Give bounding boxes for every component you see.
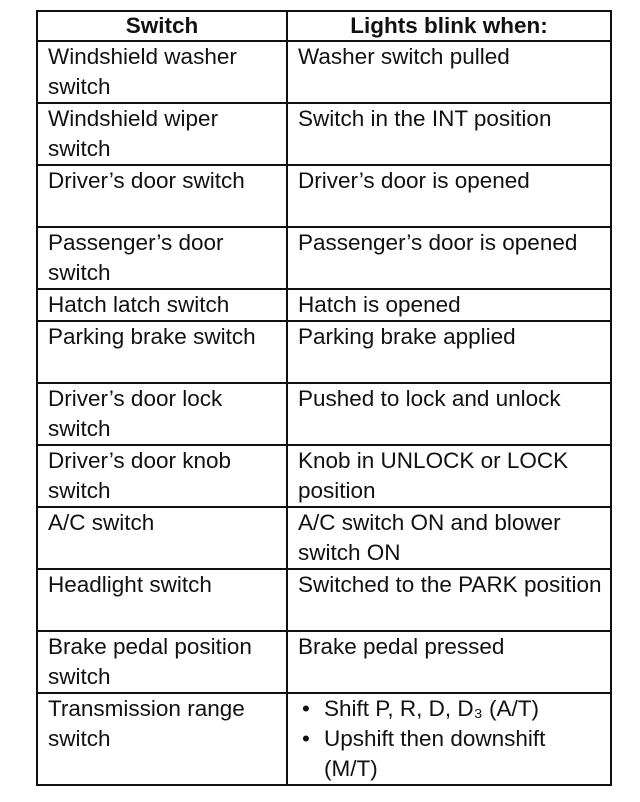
- switch-cell: Driver’s door knob switch: [37, 445, 287, 507]
- table-row: [37, 165, 611, 227]
- blink-cell: Washer switch pulled: [287, 41, 611, 103]
- header-lights-blink: Lights blink when:: [287, 11, 611, 41]
- blink-cell: Knob in UNLOCK or LOCK position: [287, 445, 611, 507]
- blink-cell: Brake pedal pressed: [287, 631, 611, 693]
- switch-cell: Parking brake switch: [37, 321, 287, 383]
- table-row: [37, 569, 611, 631]
- table-row: [37, 445, 611, 507]
- switch-cell: Windshield washer switch: [37, 41, 287, 103]
- bullet-icon: •: [302, 726, 310, 751]
- table-row: [37, 289, 611, 321]
- table-row: [37, 693, 611, 785]
- table-row: [37, 631, 611, 693]
- bullet-icon: •: [302, 696, 310, 721]
- blink-cell: Hatch is opened: [287, 289, 611, 321]
- switch-cell: Passenger’s door switch: [37, 227, 287, 289]
- switch-cell: Hatch latch switch: [37, 289, 287, 321]
- switch-cell: A/C switch: [37, 507, 287, 569]
- list-item: [298, 694, 604, 724]
- header-row: [37, 11, 611, 41]
- blink-cell: Switch in the INT position: [287, 103, 611, 165]
- table-row: [37, 227, 611, 289]
- table-row: [37, 103, 611, 165]
- blink-cell: [287, 693, 611, 785]
- switch-cell: Driver’s door switch: [37, 165, 287, 227]
- switch-cell: Headlight switch: [37, 569, 287, 631]
- blink-cell: Parking brake applied: [287, 321, 611, 383]
- table-row: [37, 507, 611, 569]
- list-item: [298, 724, 604, 784]
- switch-cell: Driver’s door lock switch: [37, 383, 287, 445]
- switch-cell: Transmission range switch: [37, 693, 287, 785]
- bullet-text: Shift P, R, D, D₃ (A/T): [324, 696, 540, 721]
- table-row: [37, 41, 611, 103]
- switch-cell: Windshield wiper switch: [37, 103, 287, 165]
- blink-cell: A/C switch ON and blower switch ON: [287, 507, 611, 569]
- header-switch: Switch: [37, 11, 287, 41]
- switch-table: [36, 10, 612, 786]
- blink-cell: Pushed to lock and unlock: [287, 383, 611, 445]
- table-row: [37, 321, 611, 383]
- bullet-text: Upshift then downshift (M/T): [324, 726, 546, 781]
- blink-bullet-list: [298, 694, 604, 784]
- blink-cell: Driver’s door is opened: [287, 165, 611, 227]
- table-row: [37, 383, 611, 445]
- blink-cell: Switched to the PARK position: [287, 569, 611, 631]
- switch-cell: Brake pedal position switch: [37, 631, 287, 693]
- blink-cell: Passenger’s door is opened: [287, 227, 611, 289]
